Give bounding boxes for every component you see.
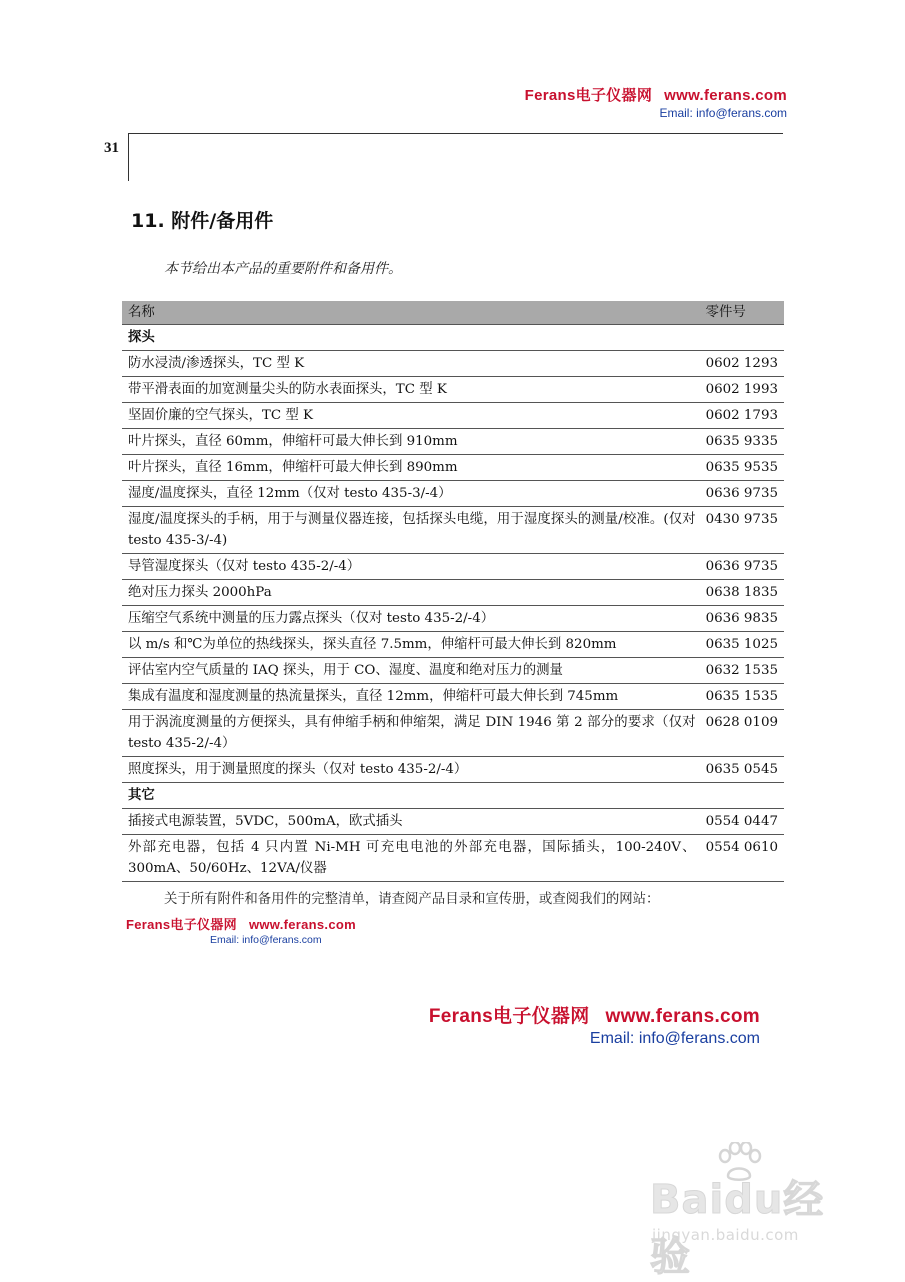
part-name: 评估室内空气质量的 IAQ 探头，用于 CO、湿度、温度和绝对压力的测量	[122, 658, 702, 684]
part-number: 0636 9735	[702, 554, 784, 580]
table-row	[122, 710, 784, 757]
part-number: 0635 9535	[702, 455, 784, 481]
part-number: 0635 9335	[702, 429, 784, 455]
part-number: 0554 0447	[702, 809, 784, 835]
part-number: 0554 0610	[702, 835, 784, 882]
part-number: 0430 9735	[702, 507, 784, 554]
part-number: 0628 0109	[702, 710, 784, 757]
brand-line	[525, 84, 787, 105]
part-name: 绝对压力探头 2000hPa	[122, 580, 702, 606]
table-row	[122, 429, 784, 455]
table-row	[122, 455, 784, 481]
column-header-name: 名称	[122, 301, 702, 325]
group-label: 探头	[122, 325, 702, 351]
footer-brand-large	[429, 1001, 760, 1048]
baidu-watermark	[642, 1150, 857, 1280]
table-row	[122, 507, 784, 554]
group-label: 其它	[122, 783, 702, 809]
brand-url[interactable]: www.ferans.com	[664, 87, 787, 104]
table-header-row	[122, 301, 784, 325]
part-name: 插接式电源装置，5VDC，500mA，欧式插头	[122, 809, 702, 835]
brand-email[interactable]: Email: info@ferans.com	[589, 1030, 760, 1047]
watermark-text: Baidu经验	[650, 1177, 825, 1280]
part-number: 0636 9735	[702, 481, 784, 507]
part-number: 0635 1535	[702, 684, 784, 710]
brand-name: Ferans电子仪器网	[126, 917, 237, 932]
table-group-row	[122, 783, 784, 809]
part-number: 0632 1535	[702, 658, 784, 684]
group-label-spacer	[702, 325, 784, 351]
footer-brand-small	[126, 914, 356, 946]
part-name: 湿度/温度探头的手柄，用于与测量仪器连接，包括探头电缆，用于湿度探头的测量/校准。(仅对 testo 435-3/-4)	[122, 507, 702, 554]
part-name: 照度探头，用于测量照度的探头（仅对 testo 435-2/-4）	[122, 757, 702, 783]
brand-line	[429, 1001, 760, 1028]
footer-note: 关于所有附件和备用件的完整清单，请查阅产品目录和宣传册，或查阅我们的网站：	[164, 892, 660, 907]
part-name: 压缩空气系统中测量的压力露点探头（仅对 testo 435-2/-4）	[122, 606, 702, 632]
part-name: 叶片探头，直径 60mm，伸缩杆可最大伸长到 910mm	[122, 429, 702, 455]
header-brand	[525, 84, 787, 120]
brand-url[interactable]: www.ferans.com	[605, 1006, 760, 1027]
brand-line	[126, 914, 356, 933]
part-number: 0602 1993	[702, 377, 784, 403]
table-group-row	[122, 325, 784, 351]
part-name: 导管湿度探头（仅对 testo 435-2/-4）	[122, 554, 702, 580]
brand-url[interactable]: www.ferans.com	[248, 917, 356, 932]
table-row	[122, 481, 784, 507]
table-row	[122, 658, 784, 684]
part-name: 坚固价廉的空气探头，TC 型 K	[122, 403, 702, 429]
table-row	[122, 351, 784, 377]
table-row	[122, 580, 784, 606]
part-name: 用于涡流度测量的方便探头，具有伸缩手柄和伸缩架，满足 DIN 1946 第 2 部分的要求（仅对 testo 435-2/-4）	[122, 710, 702, 757]
table-row	[122, 606, 784, 632]
part-number: 0638 1835	[702, 580, 784, 606]
part-number: 0635 0545	[702, 757, 784, 783]
table-row	[122, 403, 784, 429]
part-number: 0602 1793	[702, 403, 784, 429]
part-number: 0636 9835	[702, 606, 784, 632]
watermark-url: jingyan.baidu.com	[652, 1226, 799, 1244]
table-row	[122, 377, 784, 403]
parts-table	[122, 301, 784, 882]
header-vertical-rule	[128, 133, 129, 181]
part-name: 带平滑表面的加宽测量尖头的防水表面探头，TC 型 K	[122, 377, 702, 403]
part-name: 湿度/温度探头，直径 12mm（仅对 testo 435-3/-4）	[122, 481, 702, 507]
table-row	[122, 684, 784, 710]
table-row	[122, 632, 784, 658]
brand-email[interactable]: Email: info@ferans.com	[659, 106, 787, 120]
part-name: 以 m/s 和℃为单位的热线探头，探头直径 7.5mm，伸缩杆可最大伸长到 820mm	[122, 632, 702, 658]
part-name: 叶片探头，直径 16mm，伸缩杆可最大伸长到 890mm	[122, 455, 702, 481]
column-header-part-no: 零件号	[702, 301, 784, 325]
section-intro: 本节给出本产品的重要附件和备用件。	[164, 261, 402, 277]
group-label-spacer	[702, 783, 784, 809]
brand-name: Ferans电子仪器网	[428, 1006, 590, 1027]
header-rule	[128, 133, 783, 134]
section-title: 11. 附件/备用件	[131, 210, 274, 232]
table-row	[122, 554, 784, 580]
brand-name: Ferans电子仪器网	[524, 87, 653, 104]
part-name: 防水浸渍/渗透探头，TC 型 K	[122, 351, 702, 377]
part-number: 0635 1025	[702, 632, 784, 658]
part-name: 集成有温度和湿度测量的热流量探头，直径 12mm，伸缩杆可最大伸长到 745mm	[122, 684, 702, 710]
table-row	[122, 835, 784, 882]
table-row	[122, 809, 784, 835]
page-number: 31	[104, 140, 119, 156]
table-row	[122, 757, 784, 783]
part-number: 0602 1293	[702, 351, 784, 377]
brand-email[interactable]: Email: info@ferans.com	[210, 934, 322, 946]
part-name: 外部充电器，包括 4 只内置 Ni-MH 可充电电池的外部充电器，国际插头，100-240V、300mA、50/60Hz、12VA/仪器	[122, 835, 702, 882]
